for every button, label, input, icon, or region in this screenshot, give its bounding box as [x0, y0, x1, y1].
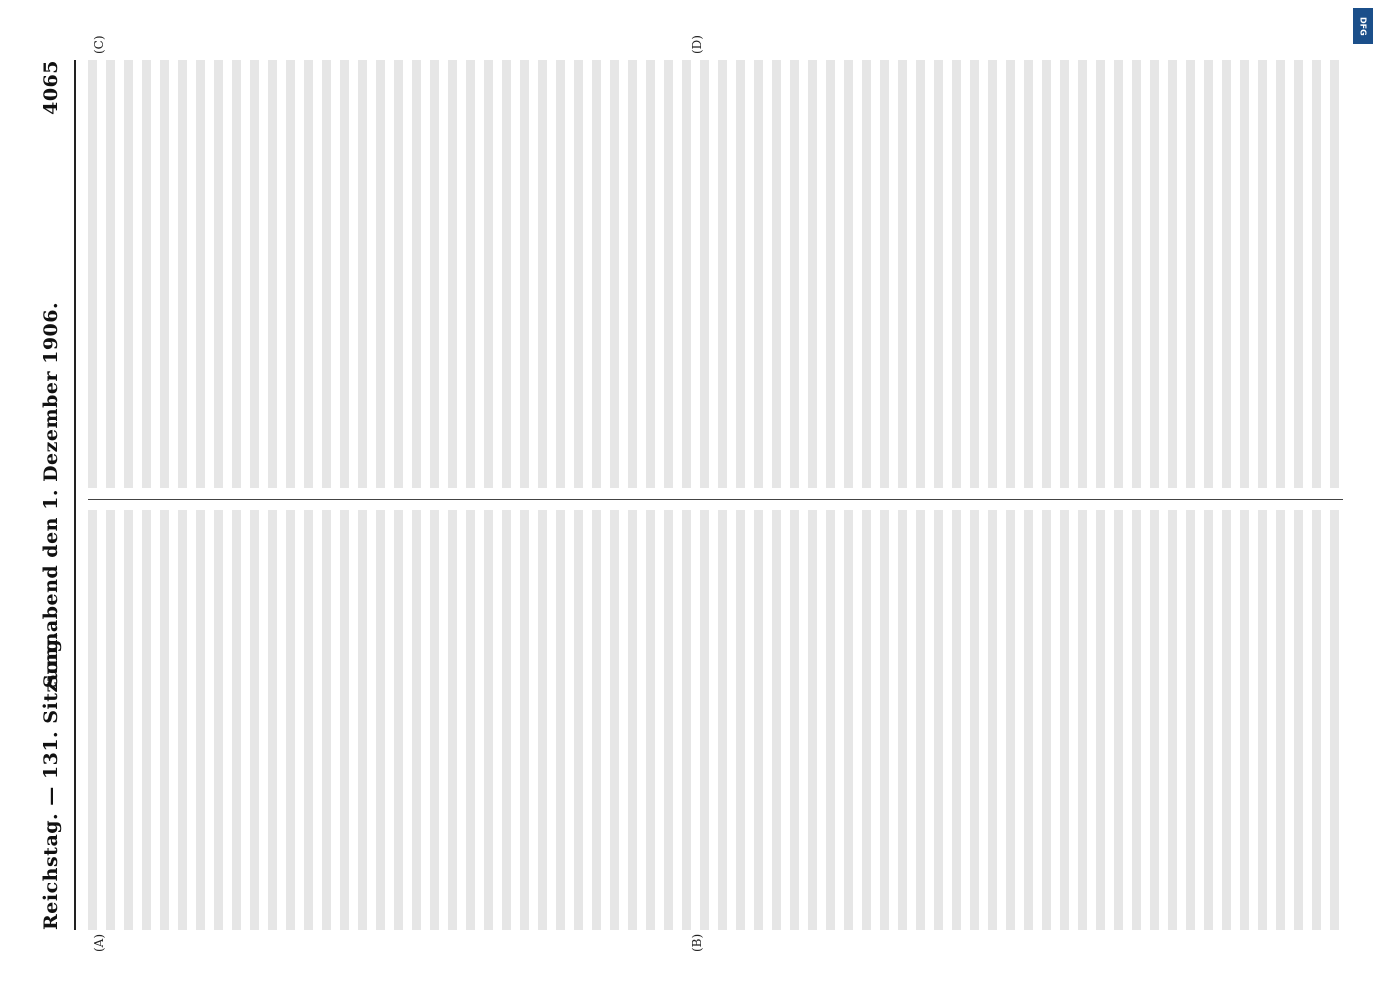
header-rule — [74, 60, 76, 930]
digitization-credit — [1353, 0, 1371, 1000]
header-center: Sonnabend den 1. Dezember 1906. — [40, 301, 62, 689]
dfg-logo: DFG — [1353, 8, 1373, 44]
column-right-text — [88, 60, 1343, 488]
column-left — [88, 510, 1343, 930]
margin-mark-b: (B) — [690, 933, 704, 952]
running-head — [40, 60, 68, 930]
column-right — [88, 60, 1343, 488]
column-left-text — [88, 510, 1343, 930]
margin-mark-c: (C) — [92, 35, 106, 54]
header-left: Reichstag. — 131. Sitzung. — [40, 631, 62, 930]
page-number: 4065 — [40, 60, 62, 115]
column-divider — [88, 499, 1343, 500]
margin-mark-a: (A) — [92, 933, 106, 952]
margin-mark-d: (D) — [690, 35, 704, 54]
